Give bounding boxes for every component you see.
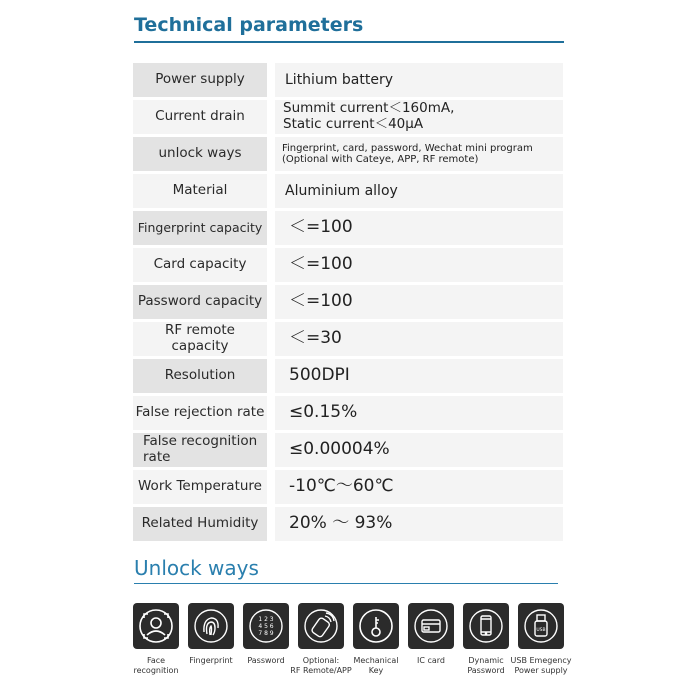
spec-value: ≤0.15% bbox=[275, 396, 563, 430]
spec-value: -10℃～60℃ bbox=[275, 470, 563, 504]
spec-row-fingerprint-capacity bbox=[133, 211, 563, 245]
spec-row-false-recognition-rate bbox=[133, 433, 563, 467]
unlock-label: USB Emegency Power supply bbox=[510, 656, 572, 675]
unlock-label: Mechanical Key bbox=[353, 656, 399, 675]
spec-label: RF remote capacity bbox=[133, 322, 267, 356]
spec-label-line: rate bbox=[143, 449, 171, 465]
unlock-item-usb-power bbox=[509, 603, 573, 676]
spec-label: Material bbox=[133, 174, 267, 208]
unlock-label: Face recognition bbox=[133, 656, 179, 675]
spec-row-material bbox=[133, 174, 563, 208]
spec-row-power-supply bbox=[133, 63, 563, 97]
spec-row-unlock-ways bbox=[133, 137, 563, 171]
fingerprint-icon bbox=[188, 603, 234, 649]
unlock-ways-title: Unlock ways bbox=[134, 556, 259, 580]
spec-row-password-capacity bbox=[133, 285, 563, 319]
spec-row-work-temperature bbox=[133, 470, 563, 504]
svg-text:1 2 3: 1 2 3 bbox=[258, 616, 274, 623]
spec-row-resolution bbox=[133, 359, 563, 393]
spec-label bbox=[133, 433, 267, 467]
spec-value: ＜=100 bbox=[275, 211, 563, 245]
spec-value: Lithium battery bbox=[275, 63, 563, 97]
remote-app-icon bbox=[298, 603, 344, 649]
keypad-icon bbox=[243, 603, 289, 649]
spec-label: Work Temperature bbox=[133, 470, 267, 504]
unlock-label: Dynamic Password bbox=[467, 656, 505, 675]
spec-value-line: (Optional with Cateye, APP, RF remote) bbox=[282, 154, 479, 165]
spec-label-line: False recognition bbox=[143, 433, 258, 450]
spec-label: False rejection rate bbox=[133, 396, 267, 430]
spec-value bbox=[275, 137, 563, 171]
unlock-label: IC card bbox=[416, 656, 445, 665]
ic-card-icon bbox=[408, 603, 454, 649]
spec-label: Power supply bbox=[133, 63, 267, 97]
key-icon bbox=[353, 603, 399, 649]
spec-value-line: Static current＜40μA bbox=[283, 116, 424, 132]
spec-label: Related Humidity bbox=[133, 507, 267, 541]
title-underline bbox=[134, 583, 558, 584]
spec-value: ＜=100 bbox=[275, 248, 563, 282]
spec-label: Card capacity bbox=[133, 248, 267, 282]
spec-value: Aluminium alloy bbox=[275, 174, 563, 208]
spec-value: 20% ～ 93% bbox=[275, 507, 563, 541]
title-underline bbox=[134, 41, 564, 43]
unlock-ways-icons bbox=[132, 603, 572, 683]
spec-label: unlock ways bbox=[133, 137, 267, 171]
unlock-label: Password bbox=[247, 656, 285, 665]
spec-value: ≤0.00004% bbox=[275, 433, 563, 467]
spec-label: Password capacity bbox=[133, 285, 267, 319]
spec-row-card-capacity bbox=[133, 248, 563, 282]
spec-value-line: Summit current＜160mA, bbox=[283, 100, 455, 117]
svg-text:USB: USB bbox=[536, 628, 546, 633]
spec-label: Resolution bbox=[133, 359, 267, 393]
spec-label: Fingerprint capacity bbox=[133, 211, 267, 245]
phone-icon bbox=[463, 603, 509, 649]
spec-row-rf-remote-capacity bbox=[133, 322, 563, 356]
spec-value: 500DPI bbox=[275, 359, 563, 393]
spec-label: Current drain bbox=[133, 100, 267, 134]
spec-value: ＜=30 bbox=[275, 322, 563, 356]
usb-icon bbox=[518, 603, 564, 649]
technical-parameters-title: Technical parameters bbox=[134, 14, 364, 36]
unlock-label: Optional: RF Remote/APP bbox=[290, 656, 352, 675]
svg-text:4 5 6: 4 5 6 bbox=[258, 623, 274, 630]
face-recognition-icon bbox=[133, 603, 179, 649]
spec-row-false-rejection-rate bbox=[133, 396, 563, 430]
spec-value bbox=[275, 100, 563, 134]
unlock-label: Fingerprint bbox=[189, 656, 233, 665]
svg-text:7 8 9: 7 8 9 bbox=[258, 630, 274, 637]
spec-row-current-drain bbox=[133, 100, 563, 134]
spec-row-related-humidity bbox=[133, 507, 563, 541]
spec-value: ＜=100 bbox=[275, 285, 563, 319]
spec-value-line: Fingerprint, card, password, Wechat mini program bbox=[282, 142, 533, 154]
